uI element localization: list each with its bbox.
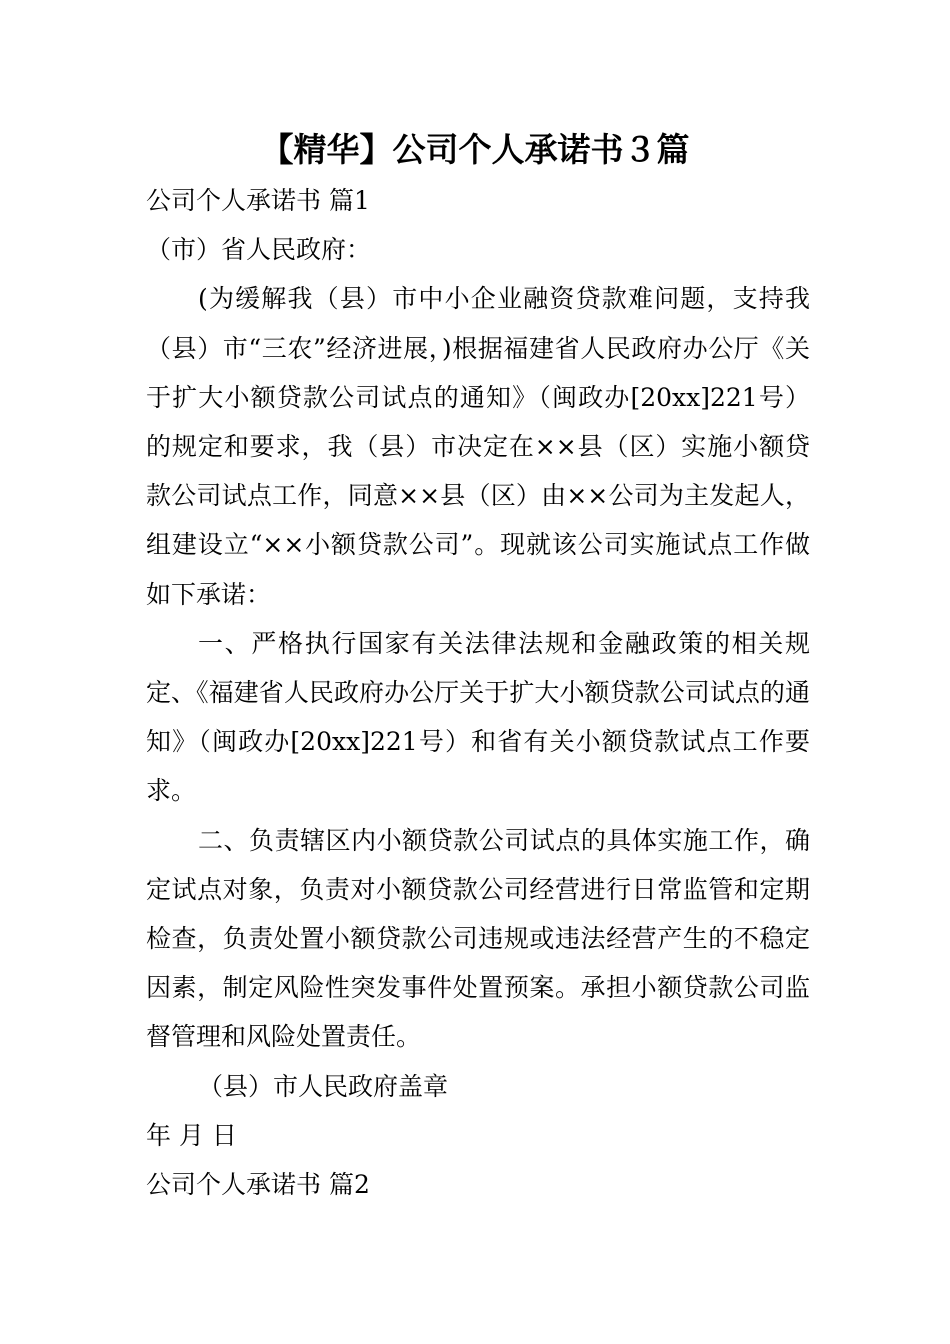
section-heading-2: 公司个人承诺书 篇2 [146, 1170, 370, 1200]
commitment-item-1: 一、严格执行国家有关法律法规和金融政策的相关规定、《福建省人民政府办公厅关于扩大小额贷款公司试点的通知》（闽政办[20xx]221号）和省有关小额贷款试点工作要求。 [146, 628, 810, 806]
date-line: 年 月 日 [146, 1120, 237, 1150]
document-body [146, 176, 810, 1209]
intro-paragraph: (为缓解我（县）市中小企业融资贷款难问题，支持我（县）市“三农”经济进展，)根据福建省人民政府办公厅《关于扩大小额贷款公司试点的通知》（闽政办[20xx]221号）的规定和要求，我（县）市决定在××县（区）实施小额贷款公司试点工作，同意××县（区）由××公司为主发起人，组建设立“××小额贷款公司”。现就该公司实施试点工作做如下承诺： [146, 284, 810, 609]
signature-line: （县）市人民政府盖章 [198, 1071, 449, 1101]
addressee-line: （市）省人民政府： [146, 235, 372, 265]
page-title: 【精华】公司个人承诺书３篇 [260, 130, 690, 169]
commitment-item-2: 二、负责辖区内小额贷款公司试点的具体实施工作，确定试点对象，负责对小额贷款公司经营进行日常监管和定期检查，负责处置小额贷款公司违规或违法经营产生的不稳定因素，制定风险性突发事件处置预案。承担小额贷款公司监督管理和风险处置责任。 [146, 825, 810, 1052]
section-heading-1: 公司个人承诺书 篇1 [146, 186, 370, 215]
